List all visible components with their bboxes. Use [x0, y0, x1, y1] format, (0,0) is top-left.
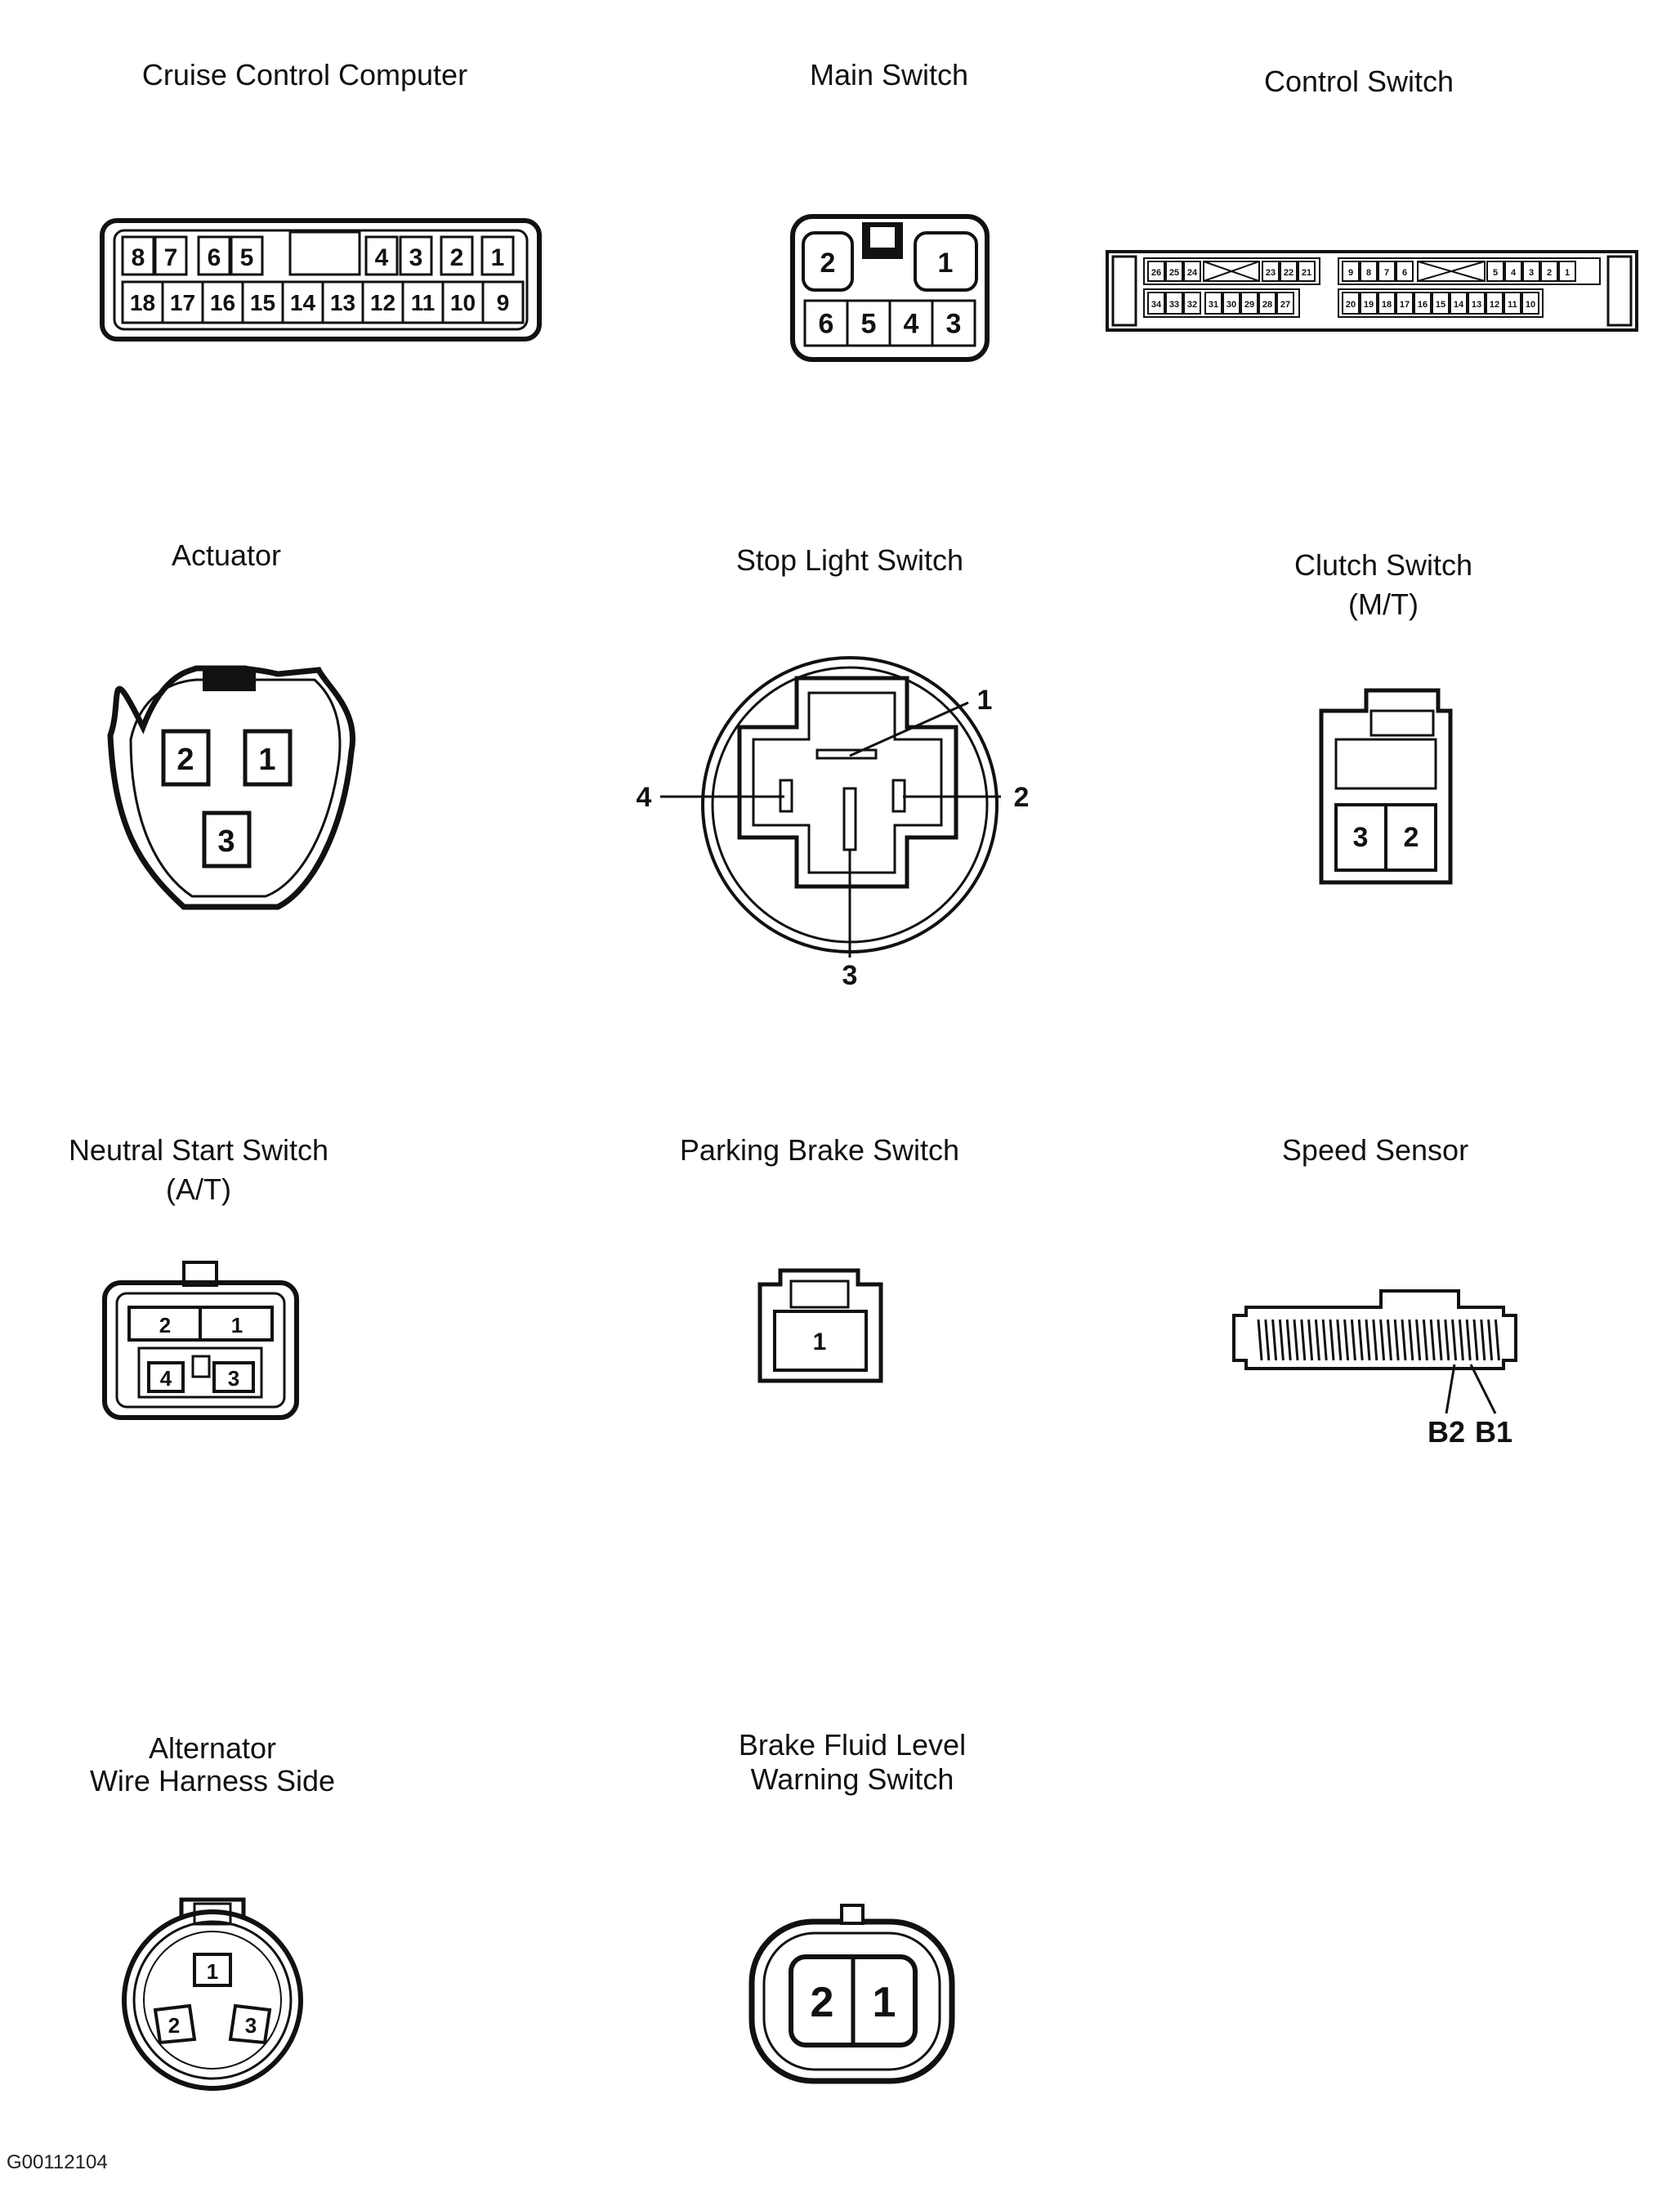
control-switch-pin: 2 — [1546, 268, 1553, 278]
figure-id: G00112104 — [7, 2151, 108, 2173]
cruise-control-computer-connector — [102, 58, 539, 339]
clutch-switch-connector — [1294, 548, 1472, 882]
neutral-start-switch-pin: 3 — [227, 1366, 240, 1391]
cruise-control-computer-title: Cruise Control Computer — [141, 58, 468, 92]
stop-light-switch-connector — [637, 543, 1030, 991]
brake-fluid-level-title-line2: Warning Switch — [750, 1762, 954, 1796]
control-switch-pin: 32 — [1186, 300, 1198, 310]
control-switch-pin: 7 — [1383, 268, 1390, 278]
speed-sensor-terminal — [1258, 1320, 1262, 1360]
cruise-control-computer-bottom-pins — [123, 282, 523, 323]
main-switch-pin: 6 — [818, 308, 834, 340]
actuator-pin: 1 — [258, 743, 276, 777]
control-switch-pin: 6 — [1401, 268, 1408, 278]
actuator-pin: 3 — [217, 824, 235, 859]
speed-sensor-pin: B2 — [1427, 1415, 1466, 1449]
speed-sensor-terminal — [1338, 1320, 1341, 1360]
parking-brake-switch-connector — [680, 1133, 959, 1381]
stop-light-switch-pin: 2 — [1013, 782, 1030, 813]
speed-sensor-title: Speed Sensor — [1281, 1133, 1469, 1167]
control-switch-pin: 29 — [1244, 300, 1255, 310]
alternator-pin: 1 — [206, 1959, 219, 1984]
stop-light-switch-pin: 3 — [842, 960, 858, 991]
neutral-start-switch-title: Neutral Start Switch — [68, 1133, 329, 1167]
speed-sensor-terminal — [1431, 1320, 1434, 1360]
cruise-control-computer-pin: 12 — [369, 290, 396, 316]
control-switch-pin: 15 — [1435, 300, 1446, 310]
control-switch-top-pins — [1144, 258, 1600, 284]
actuator-connector — [110, 538, 353, 907]
speed-sensor-terminal — [1438, 1320, 1441, 1360]
control-switch-pin: 34 — [1151, 300, 1162, 310]
control-switch-pin: 19 — [1363, 300, 1374, 310]
control-switch-bottom-pins — [1144, 289, 1543, 317]
speed-sensor-terminal — [1381, 1320, 1384, 1360]
control-switch-pin: 14 — [1453, 300, 1464, 310]
control-switch-pin: 25 — [1168, 268, 1180, 278]
main-switch-pin: 5 — [860, 308, 877, 340]
clutch-switch-pin: 3 — [1352, 822, 1369, 853]
neutral-start-switch-subtitle: (A/T) — [166, 1172, 231, 1206]
control-switch-pin: 23 — [1265, 268, 1276, 278]
speed-sensor-terminal — [1294, 1320, 1298, 1360]
speed-sensor-terminal — [1387, 1320, 1391, 1360]
speed-sensor-terminal — [1459, 1320, 1463, 1360]
cruise-control-computer-pin: 10 — [449, 290, 476, 316]
speed-sensor-terminal — [1316, 1320, 1319, 1360]
control-switch-pin: 9 — [1347, 268, 1354, 278]
speed-sensor-terminal — [1266, 1320, 1269, 1360]
cruise-control-computer-pin: 1 — [490, 244, 505, 271]
control-switch-pin: 1 — [1564, 268, 1571, 278]
cruise-control-computer-pin: 6 — [207, 244, 221, 271]
speed-sensor-terminals — [1258, 1320, 1499, 1360]
speed-sensor-terminal — [1309, 1320, 1312, 1360]
control-switch-connector — [1107, 65, 1637, 330]
control-switch-pin: 24 — [1186, 268, 1198, 278]
cruise-control-computer-pin: 13 — [329, 290, 356, 316]
speed-sensor-terminal — [1467, 1320, 1470, 1360]
clutch-switch-pin: 2 — [1403, 822, 1419, 853]
speed-sensor-terminal — [1302, 1320, 1305, 1360]
cruise-control-computer-pin: 17 — [169, 290, 196, 316]
control-switch-pin: 16 — [1417, 300, 1428, 310]
main-switch-pin: 1 — [937, 248, 954, 279]
control-switch-pin: 21 — [1301, 268, 1312, 278]
cruise-control-computer-pin: 16 — [209, 290, 236, 316]
speed-sensor-terminal — [1366, 1320, 1369, 1360]
speed-sensor-terminal — [1359, 1320, 1362, 1360]
control-switch-pin: 20 — [1345, 300, 1356, 310]
actuator-title: Actuator — [171, 538, 282, 572]
main-switch-bottom-pins — [805, 301, 975, 346]
speed-sensor-terminal — [1417, 1320, 1420, 1360]
cruise-control-computer-pin: 15 — [249, 290, 276, 316]
speed-sensor-connector — [1234, 1133, 1516, 1449]
cruise-control-computer-pin: 14 — [289, 290, 316, 316]
cruise-control-computer-pin: 9 — [496, 290, 510, 316]
speed-sensor-terminal — [1410, 1320, 1413, 1360]
cruise-control-computer-pin: 7 — [163, 244, 178, 271]
speed-sensor-terminal — [1395, 1320, 1398, 1360]
cruise-control-computer-pin: 18 — [129, 290, 156, 316]
speed-sensor-terminal — [1330, 1320, 1334, 1360]
control-switch-pin: 28 — [1262, 300, 1273, 310]
main-switch-pin: 4 — [903, 308, 919, 340]
alternator-title-line1: Alternator — [148, 1731, 277, 1765]
neutral-start-switch-pin: 2 — [159, 1313, 172, 1337]
brake-fluid-level-pin: 1 — [872, 1979, 896, 2026]
main-switch-title: Main Switch — [809, 58, 969, 92]
speed-sensor-terminal — [1287, 1320, 1290, 1360]
brake-fluid-level-title-line1: Brake Fluid Level — [738, 1728, 967, 1762]
control-switch-pin: 11 — [1508, 300, 1517, 310]
speed-sensor-terminal — [1374, 1320, 1377, 1360]
control-switch-pin: 22 — [1283, 268, 1294, 278]
control-switch-pin: 3 — [1528, 268, 1535, 278]
brake-fluid-level-pin: 2 — [810, 1979, 834, 2026]
main-switch-pin: 3 — [945, 308, 962, 340]
stop-light-switch-pin: 1 — [976, 685, 993, 716]
alternator-connector — [90, 1731, 335, 2088]
speed-sensor-terminal — [1423, 1320, 1427, 1360]
speed-sensor-terminal — [1402, 1320, 1405, 1360]
control-switch-pin: 5 — [1492, 268, 1499, 278]
cruise-control-computer-pin: 8 — [131, 244, 145, 271]
control-switch-pin: 8 — [1365, 268, 1372, 278]
brake-fluid-level-warning-switch-connector — [739, 1728, 966, 2081]
speed-sensor-terminal — [1453, 1320, 1456, 1360]
cruise-control-computer-pin: 11 — [410, 290, 436, 316]
speed-sensor-terminal — [1445, 1320, 1449, 1360]
clutch-switch-subtitle: (M/T) — [1348, 587, 1419, 621]
alternator-title-line2: Wire Harness Side — [89, 1764, 336, 1797]
main-switch-pin: 2 — [820, 248, 836, 279]
control-switch-pin: 30 — [1226, 300, 1237, 310]
speed-sensor-terminal — [1273, 1320, 1276, 1360]
control-switch-pin: 13 — [1471, 300, 1482, 310]
control-switch-pin: 18 — [1381, 300, 1392, 310]
neutral-start-switch-pin: 4 — [159, 1366, 172, 1391]
alternator-pin: 2 — [168, 2013, 181, 2038]
parking-brake-switch-pin: 1 — [812, 1329, 827, 1355]
speed-sensor-terminal — [1352, 1320, 1355, 1360]
control-switch-pin: 26 — [1151, 268, 1162, 278]
control-switch-pin: 17 — [1399, 300, 1410, 310]
actuator-pin: 2 — [176, 743, 194, 777]
speed-sensor-pin: B1 — [1474, 1415, 1513, 1449]
control-switch-pin: 10 — [1525, 300, 1536, 310]
control-switch-pin: 12 — [1489, 300, 1500, 310]
control-switch-pin: 33 — [1168, 300, 1180, 310]
stop-light-switch-pin: 4 — [636, 782, 652, 813]
control-switch-title: Control Switch — [1263, 65, 1454, 98]
cruise-control-computer-pin: 5 — [239, 244, 254, 271]
cruise-control-computer-pin: 4 — [374, 244, 389, 271]
speed-sensor-terminal — [1481, 1320, 1485, 1360]
speed-sensor-terminal — [1280, 1320, 1283, 1360]
parking-brake-switch-title: Parking Brake Switch — [679, 1133, 960, 1167]
cruise-control-computer-pin: 2 — [449, 244, 464, 271]
cruise-control-computer-pin: 3 — [409, 244, 423, 271]
clutch-switch-title: Clutch Switch — [1294, 548, 1473, 582]
control-switch-pin: 31 — [1208, 300, 1219, 310]
alternator-pin: 3 — [244, 2013, 257, 2038]
speed-sensor-terminal — [1345, 1320, 1348, 1360]
neutral-start-switch-connector — [69, 1133, 328, 1418]
speed-sensor-terminal — [1489, 1320, 1492, 1360]
speed-sensor-terminal — [1474, 1320, 1477, 1360]
speed-sensor-terminal — [1323, 1320, 1326, 1360]
control-switch-pin: 27 — [1280, 300, 1291, 310]
stop-light-switch-title: Stop Light Switch — [735, 543, 964, 577]
main-switch-connector — [793, 58, 987, 359]
control-switch-pin: 4 — [1510, 268, 1517, 278]
speed-sensor-terminal — [1495, 1320, 1499, 1360]
neutral-start-switch-pin: 1 — [230, 1313, 244, 1337]
